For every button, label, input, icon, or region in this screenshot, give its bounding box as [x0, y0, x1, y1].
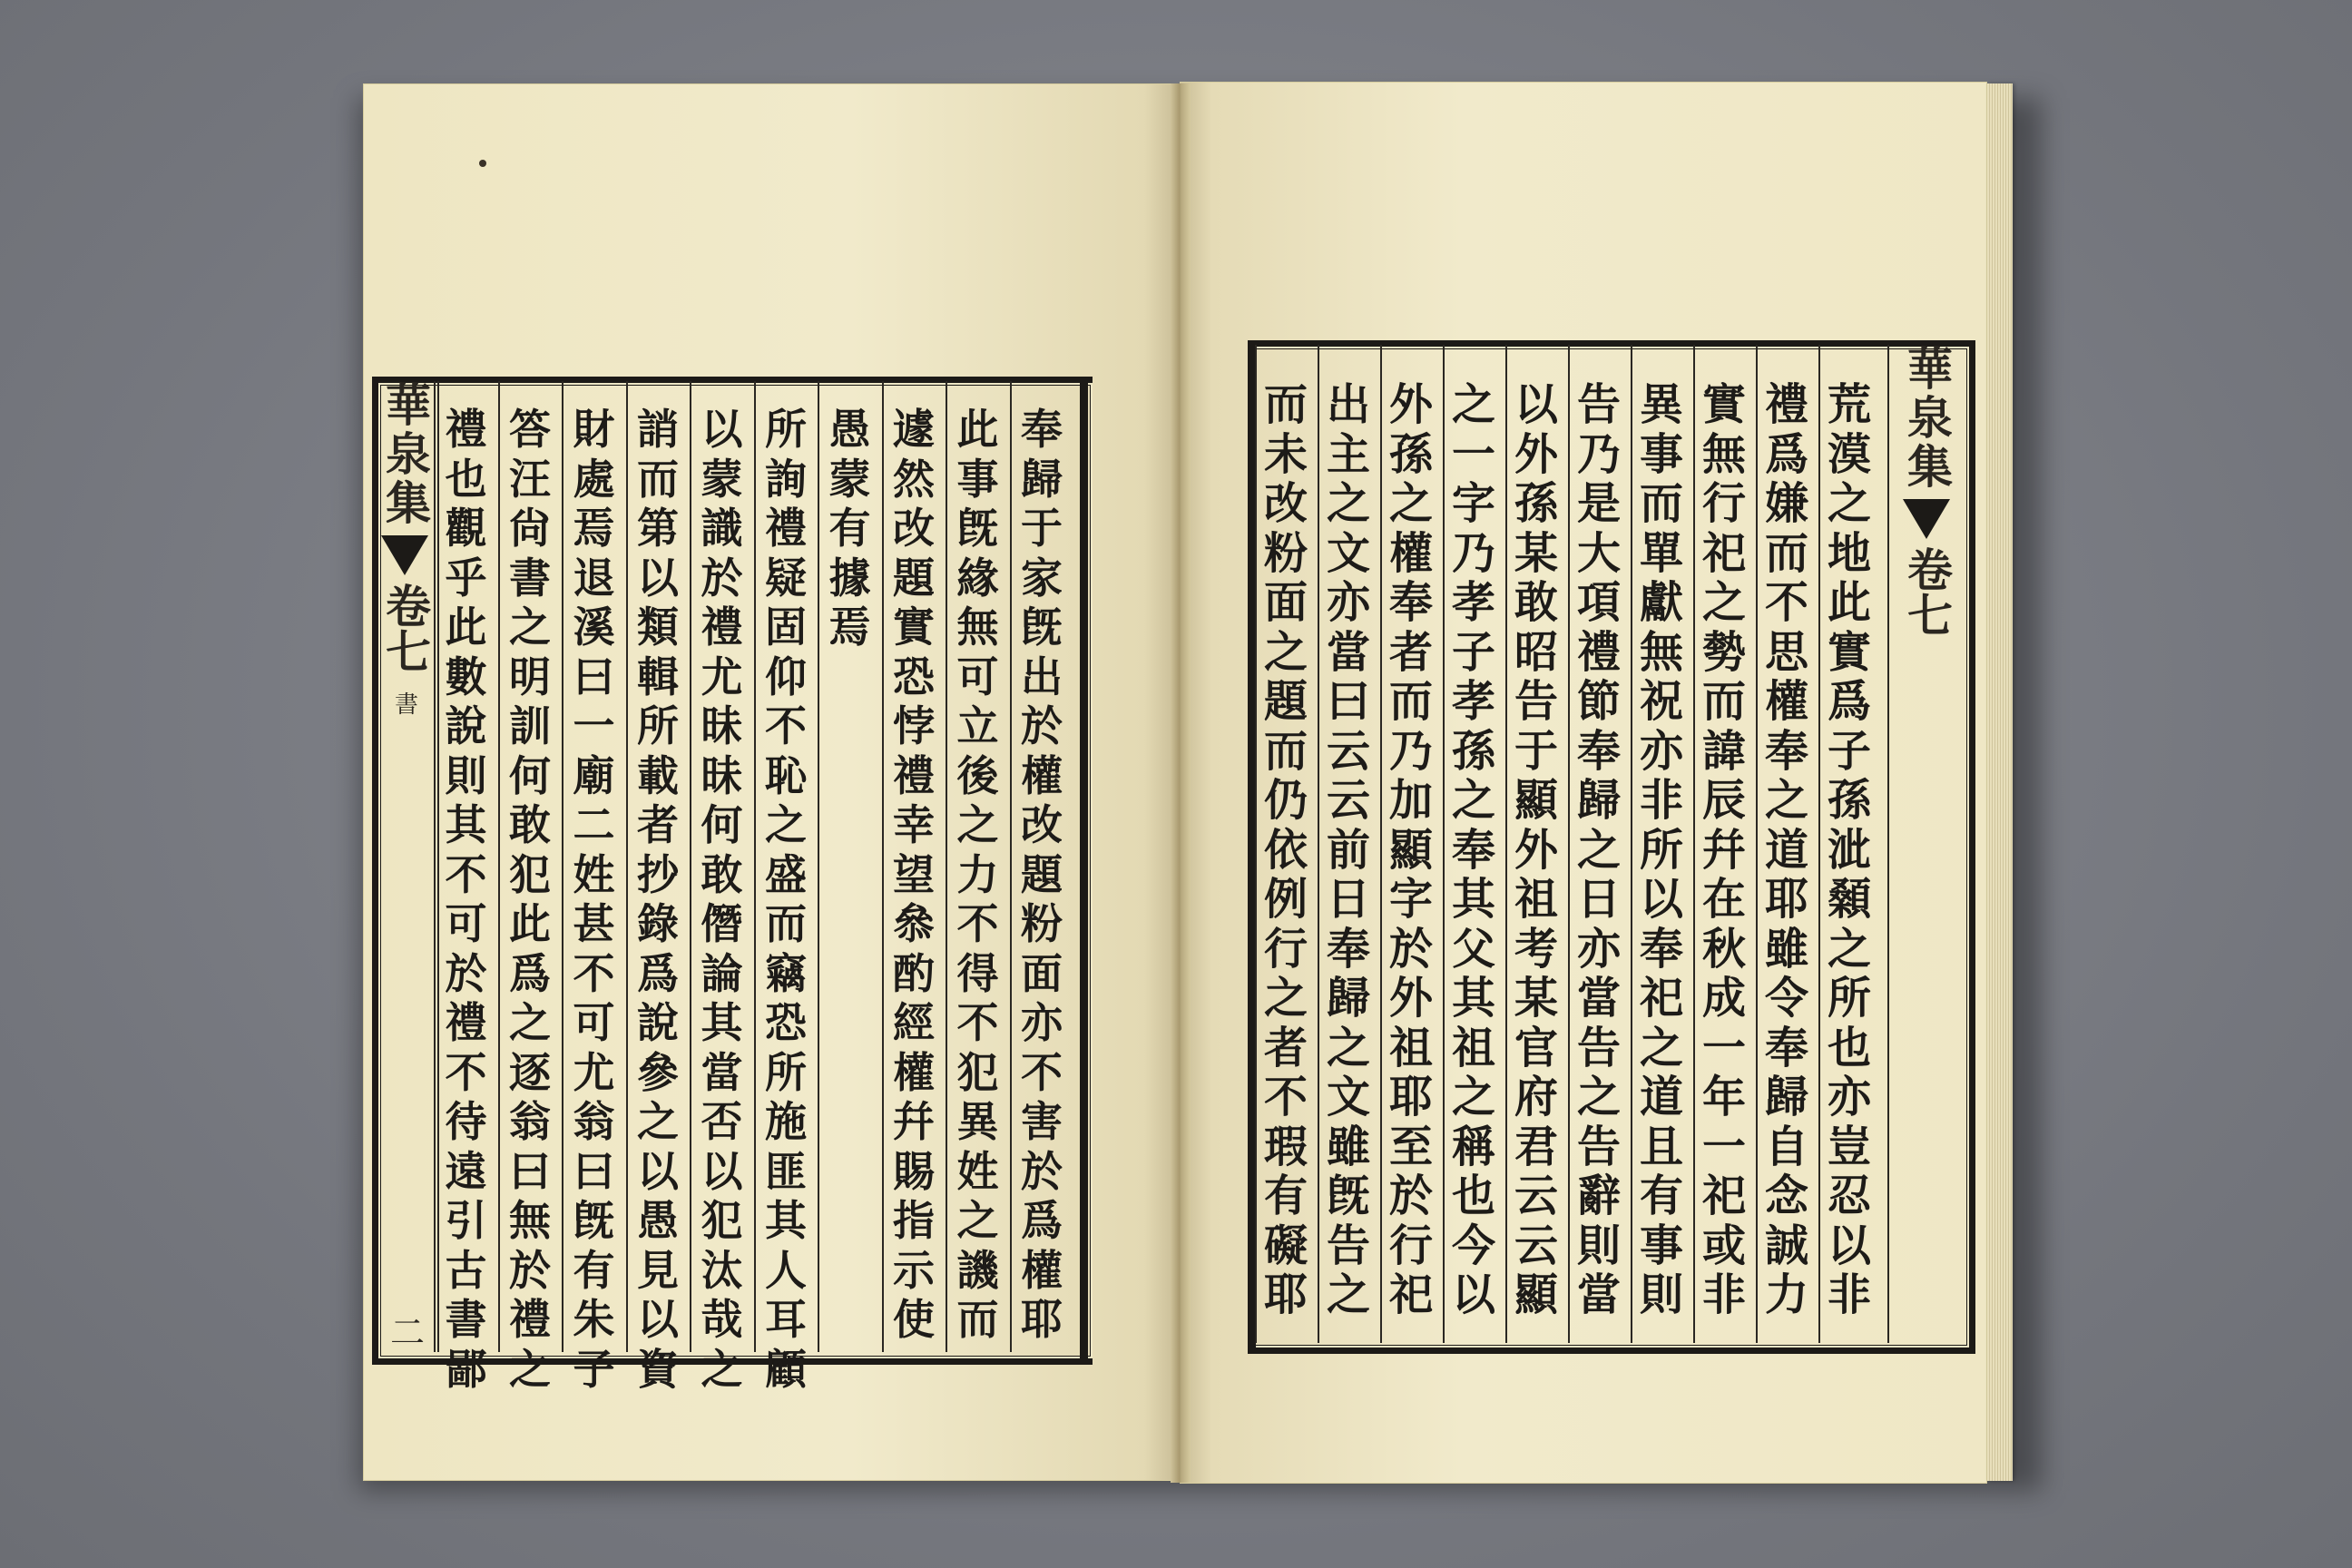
text-column: 告 乃 是 大 項 禮 節 奉 歸 之 日 亦 當 告 之 告 辭 則 當	[1577, 379, 1622, 1320]
right-margin-title: 華泉集	[1900, 345, 1954, 492]
column-rule	[946, 381, 947, 1352]
right-margin-rule	[1887, 345, 1889, 1343]
fish-tail-ornament	[381, 535, 428, 575]
ink-spot	[479, 160, 486, 167]
text-column: 此 事 旣 緣 無 可 立 後 之 力 不 得 不 犯 異 姓 之 譏 而	[956, 405, 999, 1344]
column-rule	[818, 381, 819, 1352]
page-edges	[1987, 83, 2013, 1481]
fish-tail-ornament	[1903, 499, 1950, 539]
left-margin-title: 華泉集	[378, 381, 432, 528]
column-rule	[690, 381, 691, 1352]
text-column: 實 無 行 祀 之 勢 而 諱 辰 幷 在 秋 成 一 年 一 祀 或 非	[1702, 379, 1747, 1320]
column-rule	[1756, 345, 1758, 1343]
text-column: 荒 漠 之 地 此 實 爲 子 孫 泚 顙 之 所 也 亦 豈 忍 以 非	[1828, 379, 1872, 1320]
column-rule	[1693, 345, 1695, 1343]
column-rule	[1380, 345, 1382, 1343]
text-column: 之 一 字 乃 孝 子 孝 孫 之 奉 其 父 其 祖 之 稱 也 今 以	[1452, 379, 1496, 1320]
left-margin-strip	[377, 381, 433, 1352]
column-rule	[1010, 381, 1012, 1352]
text-column: 所 詢 禮 疑 固 仰 不 恥 之 盛 而 竊 恐 所 施 匪 其 人 耳 顧	[765, 405, 807, 1394]
text-column: 以 蒙 識 於 禮 尤 昧 昧 何 敢 僭 論 其 當 否 以 犯 汰 哉 之	[701, 405, 743, 1394]
column-rule	[626, 381, 628, 1352]
column-rule	[1318, 345, 1319, 1343]
column-rule	[1631, 345, 1632, 1343]
text-column: 以 外 孫 某 敢 昭 告 于 顯 外 祖 考 某 官 府 君 云 云 顯	[1514, 379, 1559, 1320]
left-page-border-right	[1080, 377, 1088, 1365]
text-column: 出 主 之 文 亦 當 曰 云 云 前 日 奉 歸 之 文 雖 旣 告 之	[1327, 379, 1371, 1320]
column-rule	[498, 381, 500, 1352]
column-rule	[882, 381, 884, 1352]
book-gutter	[1171, 83, 1191, 1483]
column-rule	[1568, 345, 1570, 1343]
text-column: 禮 也 觀 乎 此 數 說 則 其 不 可 於 禮 不 待 遠 引 古 書 鄙	[445, 405, 487, 1394]
right-margin-strip	[1895, 345, 1958, 1343]
column-rule	[1255, 345, 1257, 1343]
column-rule	[1505, 345, 1507, 1343]
column-rule	[754, 381, 756, 1352]
left-margin-page: 二	[384, 1314, 425, 1348]
left-margin-section: 書	[390, 691, 418, 715]
text-column: 奉 歸 于 家 旣 出 於 權 改 題 粉 面 亦 不 害 於 爲 權 耶	[1021, 405, 1063, 1344]
text-column: 而 未 改 粉 面 之 題 而 仍 依 例 行 之 者 不 瑕 有 礙 耶	[1264, 379, 1308, 1320]
text-column: 答 汪 尙 書 之 明 訓 何 敢 犯 此 爲 之 逐 翁 曰 無 於 禮 之	[509, 405, 551, 1394]
text-column: 異 事 而 單 獻 無 祝 亦 非 所 以 奉 祀 之 道 且 有 事 則	[1640, 379, 1684, 1320]
column-rule	[1443, 345, 1445, 1343]
text-column: 財 處 焉 退 溪 曰 一 廟 二 姓 甚 不 可 尤 翁 曰 旣 有 朱 子	[573, 405, 615, 1394]
text-column: 遽 然 改 題 實 恐 悖 禮 幸 望 叅 酌 經 權 幷 賜 指 示 使	[893, 405, 935, 1344]
column-rule	[562, 381, 564, 1352]
left-margin-volume: 卷七	[378, 583, 432, 673]
text-column: 愚 蒙 有 據 焉	[828, 405, 871, 652]
text-column: 禮 爲 嫌 而 不 思 權 奉 之 道 耶 雖 令 奉 歸 自 念 誠 力	[1765, 379, 1809, 1320]
right-margin-volume: 卷七	[1900, 546, 1954, 637]
text-column: 外 孫 之 權 奉 者 而 乃 加 顯 字 於 外 祖 耶 至 於 行 祀	[1389, 379, 1434, 1320]
text-column: 誚 而 第 以 類 輯 所 載 者 抄 錄 爲 說 參 之 以 愚 見 以 資	[637, 405, 679, 1394]
column-rule	[1818, 345, 1820, 1343]
left-margin-rule	[437, 381, 439, 1352]
